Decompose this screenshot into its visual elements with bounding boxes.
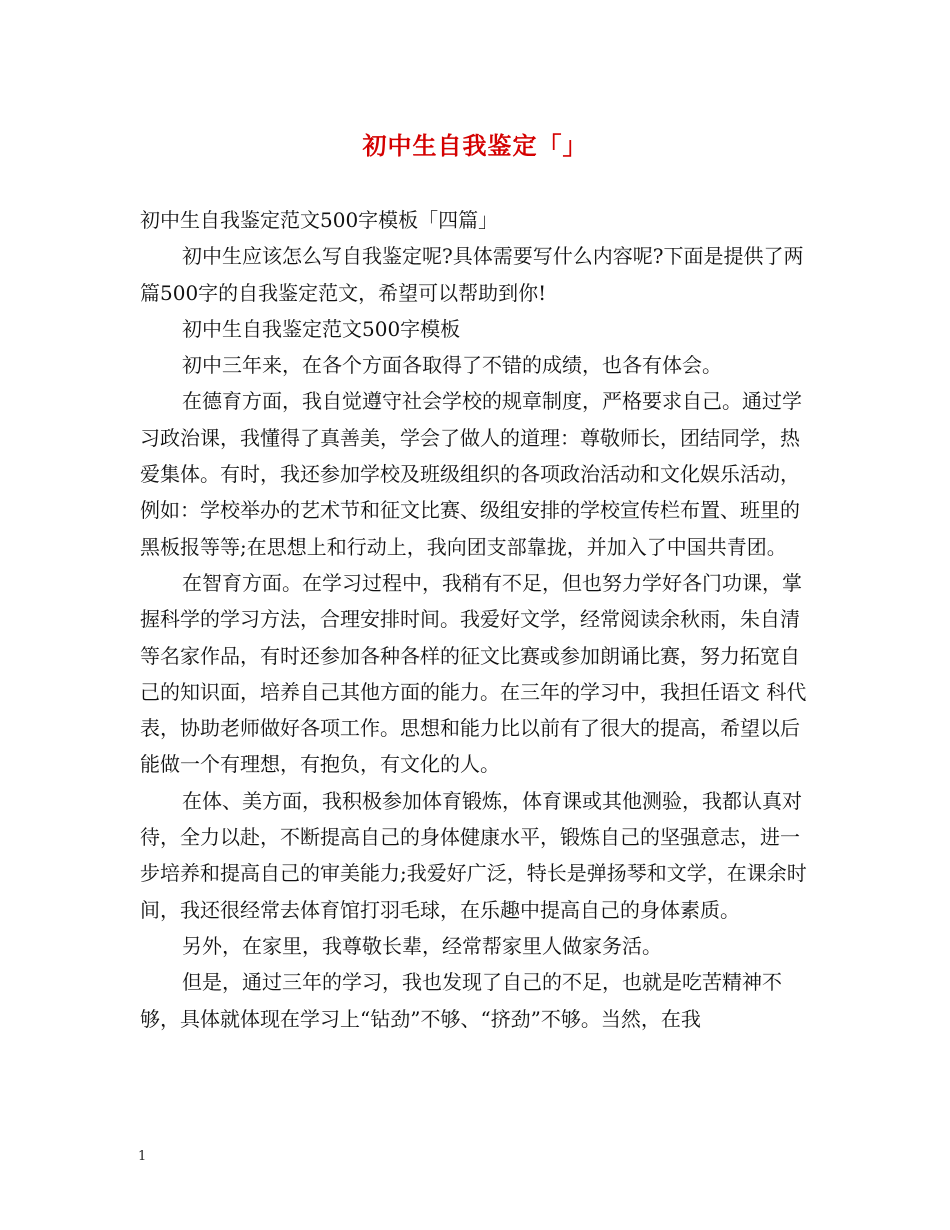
document-title: 初中生自我鉴定「」: [362, 131, 588, 160]
paragraph: 在体、美方面，我积极参加体育锻炼，体育课或其他测验，我都认真对待，全力以赴，不断提高自己的身体健康水平，锻炼自己的坚强意志，进一步培养和提高自己的审美能力;我爱好广泛，特长是弹扬琴和文学，在课余时间，我还很经常去体育馆打羽毛球，在乐趣中提高自己的身体素质。: [140, 788, 807, 922]
page-number: 1: [138, 1149, 147, 1164]
paragraph: 但是，通过三年的学习，我也发现了自己的不足，也就是吃苦精神不够，具体就体现在学习上“钻劲”不够、“挤劲”不够。当然，在我: [140, 970, 782, 1031]
paragraph: 在德育方面，我自觉遵守社会学校的规章制度，严格要求自己。通过学习政治课，我懂得了真善美，学会了做人的道理：尊敬师长，团结同学，热爱集体。有时，我还参加学校及班级组织的各项政治活动和文化娱乐活动，例如：学校举办的艺术节和征文比赛、级组安排的学校宣传栏布置、班里的黑板报等等;在思想上和行动上，我向团支部靠拢，并加入了中国共青团。: [140, 389, 802, 559]
document-body: [140, 202, 815, 1037]
section-heading: 初中生自我鉴定范文500字模板: [182, 316, 461, 341]
paragraph: 另外，在家里，我尊敬长辈，经常帮家里人做家务活。: [182, 933, 662, 958]
paragraph: 在智育方面。在学习过程中，我稍有不足，但也努力学好各门功课，掌握科学的学习方法，合理安排时间。我爱好文学，经常阅读余秋雨，朱自清等名家作品，有时还参加各种各样的征文比赛或参加朗诵比赛，努力拓宽自己的知识面，培养自己其他方面的能力。在三年的学习中，我担任语文 科代表，协助老师做好各项工作。思想和能力比以前有了很大的提高，希望以后能做一个有理想，有抱负，有文化的人。: [140, 570, 807, 777]
document-subtitle: 初中生自我鉴定范文500字模板「四篇」: [140, 208, 499, 232]
paragraph: 初中三年来，在各个方面各取得了不错的成绩，也各有体会。: [182, 353, 722, 378]
paragraph: 初中生应该怎么写自我鉴定呢?具体需要写什么内容呢?下面是提供了两篇500字的自我鉴定范文，希望可以帮助到你!: [140, 244, 804, 305]
